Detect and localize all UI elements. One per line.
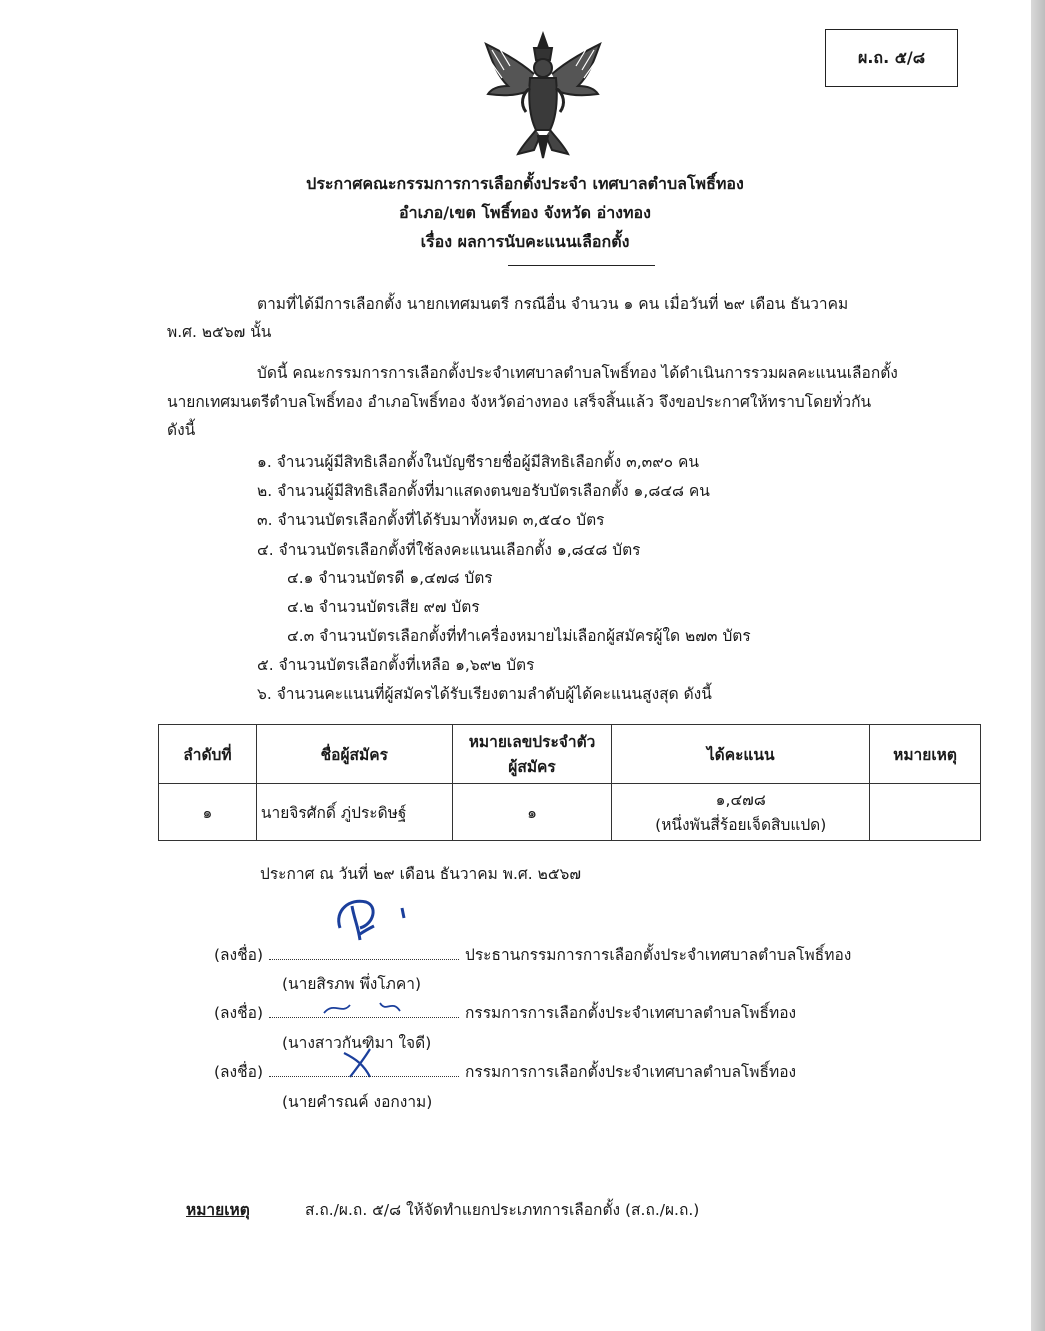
chairman-signature-line [214,942,851,967]
list-item-candidate-scores: ๖. จำนวนคะแนนที่ผู้สมัครได้รับเรียงตามลำดับผู้ได้คะแนนสูงสุด ดังนี้ [257,685,712,703]
committee-2-signature-line [214,1059,796,1084]
cell-votes-words: (หนึ่งพันสี่ร้อยเจ็ดสิบแปด) [655,816,827,834]
header-candidate-name: ชื่อผู้สมัคร [256,725,452,784]
cell-remarks [870,784,981,841]
sign-label: (ลงชื่อ) [214,1004,263,1022]
intro-paragraph-2-line-2: นายกเทศมนตรีตำบลโพธิ์ทอง อำเภอโพธิ์ทอง จังหวัดอ่างทอง เสร็จสิ้นแล้ว จึงขอประกาศให้ทราบโดยทั่วกัน [167,393,872,411]
signature-dotted-line [269,1005,459,1018]
signature-dotted-line [269,947,459,960]
sign-label: (ลงชื่อ) [214,946,263,964]
list-item-ballots-used: ๔. จำนวนบัตรเลือกตั้งที่ใช้ลงคะแนนเลือกตั้ง ๑,๘๔๘ บัตร [257,541,641,559]
title-divider [508,265,655,266]
header-candidate-number-line-1: หมายเลขประจำตัว [468,733,596,751]
list-item-no-vote-ballots: ๔.๓ จำนวนบัตรเลือกตั้งที่ทำเครื่องหมายไม่เลือกผู้สมัครผู้ใด ๒๗๓ บัตร [287,627,751,645]
header-subject: เรื่อง ผลการนับคะแนนเลือกตั้ง [420,232,630,251]
intro-paragraph-2-line-3: ดังนี้ [167,421,196,439]
chairman-signature-mark [330,890,420,950]
header-line-2: อำเภอ/เขต โพธิ์ทอง จังหวัด อ่างทอง [399,203,651,222]
intro-paragraph-2-line-1: บัดนี้ คณะกรรมการการเลือกตั้งประจำเทศบาลตำบลโพธิ์ทอง ได้ดำเนินการรวมผลคะแนนเลือกตั้ง [257,364,898,382]
signature-dotted-line [269,1064,459,1077]
cell-votes-number: ๑,๔๗๘ [715,791,766,809]
note-label: หมายเหตุ [186,1201,250,1219]
header-remarks: หมายเหตุ [870,725,981,784]
list-item-eligible-voters: ๑. จำนวนผู้มีสิทธิเลือกตั้งในบัญชีรายชื่อผู้มีสิทธิเลือกตั้ง ๓,๓๙๐ คน [257,453,699,471]
table-row [159,784,981,841]
chairman-name: (นายสิรภพ พึ่งโภคา) [282,975,422,993]
note-text: ส.ถ./ผ.ถ. ๕/๘ ให้จัดทำแยกประเภทการเลือกตั้ง (ส.ถ./ผ.ถ.) [305,1201,700,1219]
table-header-row [159,725,981,784]
form-code-box: ผ.ถ. ๕/๘ [825,29,958,87]
list-item-remaining-ballots: ๕. จำนวนบัตรเลือกตั้งที่เหลือ ๑,๖๙๒ บัตร [257,656,535,674]
list-item-invalid-ballots: ๔.๒ จำนวนบัตรเสีย ๙๗ บัตร [287,598,480,616]
committee-1-role: กรรมการการเลือกตั้งประจำเทศบาลตำบลโพธิ์ทอง [465,1004,797,1022]
results-table [158,724,981,841]
header-candidate-number-line-2: ผู้สมัคร [508,758,556,776]
list-item-valid-ballots: ๔.๑ จำนวนบัตรดี ๑,๔๗๘ บัตร [287,569,493,587]
list-item-ballots-received: ๓. จำนวนบัตรเลือกตั้งที่ได้รับมาทั้งหมด ๓,๕๔๐ บัตร [257,511,605,529]
cell-candidate-number: ๑ [452,784,612,841]
chairman-role: ประธานกรรมการการเลือกตั้งประจำเทศบาลตำบลโพธิ์ทอง [465,946,852,964]
intro-paragraph-1-line-1: ตามที่ได้มีการเลือกตั้ง นายกเทศมนตรี กรณีอื่น จำนวน ๑ คน เมื่อวันที่ ๒๙ เดือน ธันวาคม [257,295,849,313]
committee-2-name: (นายคำรณค์ งอกงาม) [282,1093,433,1111]
committee-1-signature-line [214,1000,796,1025]
committee-2-role: กรรมการการเลือกตั้งประจำเทศบาลตำบลโพธิ์ทอง [465,1063,797,1081]
sign-label: (ลงชื่อ) [214,1063,263,1081]
garuda-emblem-icon [478,30,608,160]
cell-rank: ๑ [159,784,257,841]
announcement-date: ประกาศ ณ วันที่ ๒๙ เดือน ธันวาคม พ.ศ. ๒๕๖๗ [260,865,582,883]
page-edge [1031,0,1045,1331]
header-candidate-number [452,725,612,784]
intro-paragraph-1-line-2: พ.ศ. ๒๕๖๗ นั้น [167,323,272,341]
cell-votes [612,784,870,841]
header-votes: ได้คะแนน [612,725,870,784]
committee-1-name: (นางสาวกันฑิมา ใจดี) [282,1034,432,1052]
header-rank: ลำดับที่ [159,725,257,784]
header-line-1: ประกาศคณะกรรมการการเลือกตั้งประจำ เทศบาลตำบลโพธิ์ทอง [306,174,744,193]
list-item-voters-turned-out: ๒. จำนวนผู้มีสิทธิเลือกตั้งที่มาแสดงตนขอรับบัตรเลือกตั้ง ๑,๘๔๘ คน [257,482,710,500]
cell-candidate-name: นายจิรศักดิ์ ภู่ประดิษฐ์ [256,784,452,841]
